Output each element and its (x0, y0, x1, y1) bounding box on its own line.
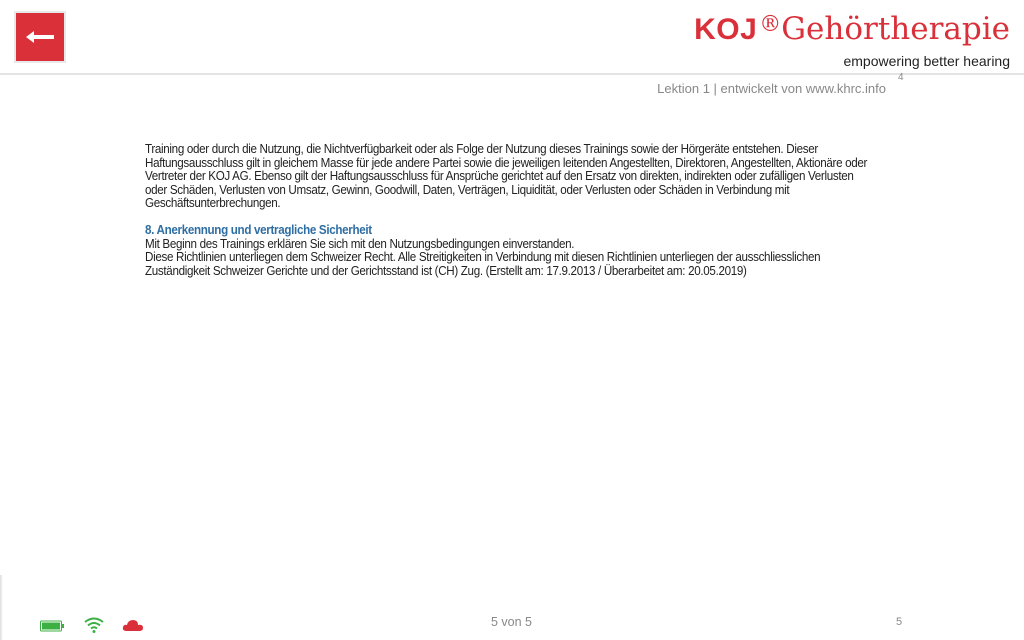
paragraph-jurisdiction: Diese Richtlinien unterliegen dem Schweizer Recht. Alle Streitigkeiten in Verbindung mit diesen Richtlinien unterliegen der ausschliesslichen Zuständigkeit Schweizer Gerichte und der Gerichtsstand ist (CH) Zug. (Erstellt am: 17.9.2013 / Überarbeitet am: 20.05.2019) (145, 250, 821, 278)
paragraph-liability: Training oder durch die Nutzung, die Nichtverfügbarkeit oder als Folge der Nutzung dieses Trainings sowie der Hörgeräte entstehen. Dieser Haftungsausschluss gilt in gleichem Masse für jede andere Partei sowie die jeweiligen leitenden Angestellten, Direktoren, Angestellten, Aktionäre oder Vertreter der KOJ AG. Ebenso gilt der Haftungsausschluss für Ansprüche gerichtet auf den Ersatz von direkten, indirekten oder zufälligen Verlusten oder Schäden, Verlusten von Umsatz, Gewinn, Goodwill, Daten, Verträgen, Liquidität, oder Verlusten oder Schäden in Verbindung mit Geschäftsunterbrechungen. (145, 142, 868, 211)
cloud-icon (122, 618, 144, 637)
document-content (145, 143, 875, 278)
brand-logo (694, 6, 1010, 69)
battery-icon (40, 619, 64, 637)
page-number-bottom: 5 (896, 616, 903, 628)
page-count: 5 von 5 (491, 615, 533, 629)
page-number-top: 4 (898, 72, 904, 83)
status-bar (40, 617, 144, 638)
section-title: 8. Anerkennung und vertragliche Sicherheit (145, 222, 372, 237)
brand-registered-mark: ® (759, 12, 782, 37)
app-header (0, 0, 1024, 75)
paragraph-acceptance: Mit Beginn des Trainings erklären Sie sich mit den Nutzungsbedingungen einverstanden. (145, 236, 575, 251)
brand-koj: KOJ (694, 13, 758, 46)
brand-tagline: empowering better hearing (843, 53, 1010, 69)
left-edge-shadow (0, 575, 3, 640)
brand-name: Gehörtherapie (781, 11, 1010, 47)
wifi-icon (84, 617, 104, 638)
page-header-text: Lektion 1 | entwickelt von www.khrc.info (657, 81, 886, 96)
back-button[interactable] (14, 11, 66, 63)
arrow-left-icon (26, 30, 54, 44)
